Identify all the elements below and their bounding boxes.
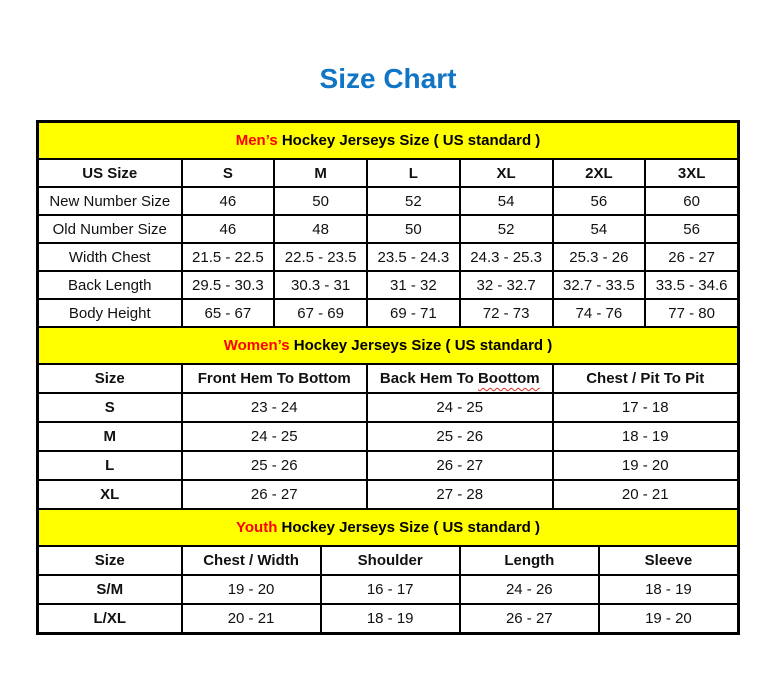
size-value-cell: 50: [367, 215, 460, 243]
size-value-cell: 67 - 69: [274, 299, 367, 327]
size-value-cell: 26 - 27: [182, 480, 368, 509]
size-value-cell: 60: [645, 187, 738, 215]
size-value-cell: 32 - 32.7: [460, 271, 553, 299]
youth-size-table: [37, 508, 739, 634]
column-header-3xl: 3XL: [645, 159, 738, 187]
row-label-body-height: Body Height: [38, 299, 182, 327]
row-label-s: S: [38, 393, 182, 422]
size-value-cell: 46: [182, 187, 275, 215]
womens-column-header-row: [38, 364, 738, 393]
row-label-xl: XL: [38, 480, 182, 509]
row-label-new-number-size: New Number Size: [38, 187, 182, 215]
table-row: [38, 480, 738, 509]
youth-section-accent: Youth: [236, 519, 278, 536]
column-header-back-hem: [367, 364, 553, 393]
youth-section-title-text: Hockey Jerseys Size ( US standard ): [277, 519, 540, 536]
size-chart-tables: [36, 120, 740, 635]
size-value-cell: 77 - 80: [645, 299, 738, 327]
size-value-cell: 31 - 32: [367, 271, 460, 299]
size-value-cell: 23 - 24: [182, 393, 368, 422]
youth-section-band-row: [38, 509, 738, 546]
size-value-cell: 26 - 27: [645, 243, 738, 271]
size-value-cell: 20 - 21: [553, 480, 739, 509]
size-value-cell: 29.5 - 30.3: [182, 271, 275, 299]
column-header-2xl: 2XL: [553, 159, 646, 187]
table-row: [38, 187, 738, 215]
size-value-cell: 69 - 71: [367, 299, 460, 327]
size-value-cell: 19 - 20: [182, 575, 321, 604]
size-value-cell: 72 - 73: [460, 299, 553, 327]
back-hem-misspelled-word: Boottom: [477, 370, 540, 387]
row-label-width-chest: Width Chest: [38, 243, 182, 271]
mens-section-title-text: Hockey Jerseys Size ( US standard ): [277, 132, 541, 149]
size-value-cell: 54: [460, 187, 553, 215]
column-header-l: L: [367, 159, 460, 187]
size-value-cell: 16 - 17: [321, 575, 460, 604]
mens-column-header-row: [38, 159, 738, 187]
table-row: [38, 243, 738, 271]
row-label-l: L: [38, 451, 182, 480]
row-label-lxl: L/XL: [38, 604, 182, 633]
table-row: [38, 271, 738, 299]
mens-size-table: [37, 121, 739, 328]
size-value-cell: 52: [460, 215, 553, 243]
back-hem-label-prefix: Back Hem To: [379, 370, 478, 387]
womens-section-band-row: [38, 327, 738, 364]
column-header-front-hem: Front Hem To Bottom: [182, 364, 368, 393]
row-label-sm: S/M: [38, 575, 182, 604]
mens-section-band-row: [38, 122, 738, 159]
column-header-us-size: US Size: [38, 159, 182, 187]
size-value-cell: 74 - 76: [553, 299, 646, 327]
table-row: [38, 451, 738, 480]
column-header-sleeve: Sleeve: [599, 546, 738, 575]
size-value-cell: 26 - 27: [460, 604, 599, 633]
size-value-cell: 18 - 19: [553, 422, 739, 451]
youth-column-header-row: [38, 546, 738, 575]
size-value-cell: 19 - 20: [553, 451, 739, 480]
size-value-cell: 23.5 - 24.3: [367, 243, 460, 271]
youth-section-header: [38, 509, 738, 546]
size-value-cell: 25.3 - 26: [553, 243, 646, 271]
size-value-cell: 65 - 67: [182, 299, 275, 327]
size-value-cell: 52: [367, 187, 460, 215]
table-row: [38, 575, 738, 604]
size-value-cell: 25 - 26: [367, 422, 553, 451]
size-value-cell: 48: [274, 215, 367, 243]
size-value-cell: 27 - 28: [367, 480, 553, 509]
column-header-shoulder: Shoulder: [321, 546, 460, 575]
table-row: [38, 393, 738, 422]
table-row: [38, 422, 738, 451]
size-value-cell: 24 - 25: [182, 422, 368, 451]
size-value-cell: 18 - 19: [599, 575, 738, 604]
size-value-cell: 24 - 26: [460, 575, 599, 604]
size-value-cell: 54: [553, 215, 646, 243]
table-row: [38, 604, 738, 633]
column-header-s: S: [182, 159, 275, 187]
womens-section-header: [38, 327, 738, 364]
column-header-xl: XL: [460, 159, 553, 187]
column-header-chest-width: Chest / Width: [182, 546, 321, 575]
table-row: [38, 299, 738, 327]
size-value-cell: 32.7 - 33.5: [553, 271, 646, 299]
size-value-cell: 33.5 - 34.6: [645, 271, 738, 299]
column-header-m: M: [274, 159, 367, 187]
column-header-size: Size: [38, 364, 182, 393]
size-value-cell: 46: [182, 215, 275, 243]
size-value-cell: 18 - 19: [321, 604, 460, 633]
size-value-cell: 26 - 27: [367, 451, 553, 480]
womens-section-title-text: Hockey Jerseys Size ( US standard ): [289, 337, 553, 354]
row-label-old-number-size: Old Number Size: [38, 215, 182, 243]
column-header-chest-pit: Chest / Pit To Pit: [553, 364, 739, 393]
column-header-size: Size: [38, 546, 182, 575]
size-value-cell: 19 - 20: [599, 604, 738, 633]
row-label-m: M: [38, 422, 182, 451]
mens-section-accent: Men’s: [235, 132, 278, 149]
column-header-length: Length: [460, 546, 599, 575]
size-value-cell: 17 - 18: [553, 393, 739, 422]
size-value-cell: 56: [553, 187, 646, 215]
size-value-cell: 24.3 - 25.3: [460, 243, 553, 271]
size-value-cell: 25 - 26: [182, 451, 368, 480]
page-title: Size Chart: [319, 63, 457, 94]
size-value-cell: 22.5 - 23.5: [274, 243, 367, 271]
size-value-cell: 50: [274, 187, 367, 215]
mens-section-header: [38, 122, 738, 159]
size-value-cell: 24 - 25: [367, 393, 553, 422]
womens-size-table: [37, 326, 739, 510]
size-value-cell: 20 - 21: [182, 604, 321, 633]
size-value-cell: 21.5 - 22.5: [182, 243, 275, 271]
size-value-cell: 30.3 - 31: [274, 271, 367, 299]
size-value-cell: 56: [645, 215, 738, 243]
table-row: [38, 215, 738, 243]
womens-section-accent: Women’s: [223, 337, 290, 354]
row-label-back-length: Back Length: [38, 271, 182, 299]
